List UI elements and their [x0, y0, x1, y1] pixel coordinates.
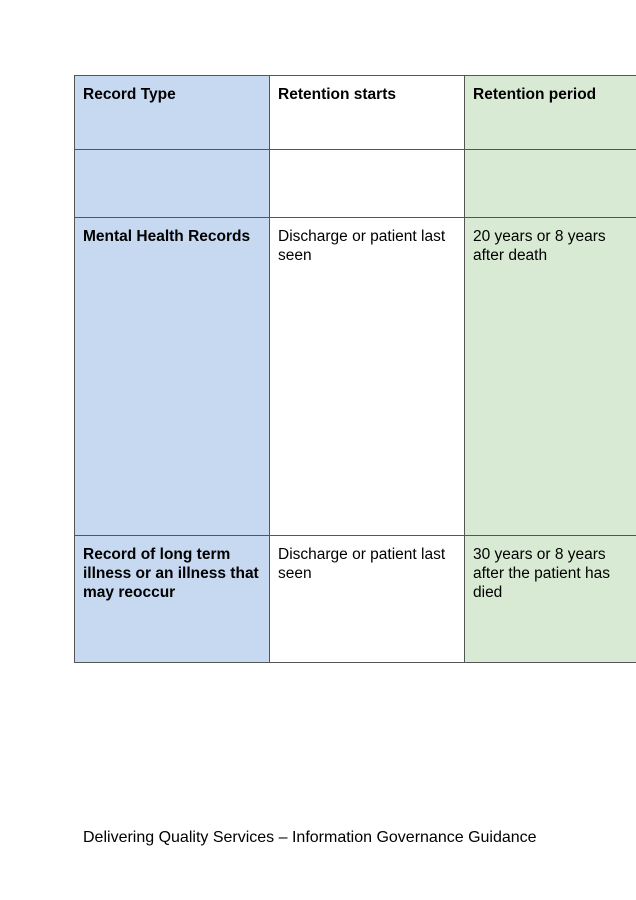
header-record-type: Record Type: [75, 76, 270, 150]
header-retention-starts: Retention starts: [270, 76, 465, 150]
table-row: [75, 218, 636, 536]
header-retention-period: Retention period: [465, 76, 636, 150]
cell-record-type: Mental Health Records: [75, 218, 270, 536]
cell-retention-period: 30 years or 8 years after the patient has died: [465, 536, 636, 663]
cell-retention-starts: [270, 150, 465, 218]
cell-retention-starts: Discharge or patient last seen: [270, 218, 465, 536]
cell-retention-period: 20 years or 8 years after death: [465, 218, 636, 536]
cell-retention-starts: Discharge or patient last seen: [270, 536, 465, 663]
table-row: [75, 536, 636, 663]
table-row: [75, 150, 636, 218]
cell-record-type: [75, 150, 270, 218]
cell-retention-period: [465, 150, 636, 218]
cell-record-type: Record of long term illness or an illness that may reoccur: [75, 536, 270, 663]
page-footer: Delivering Quality Services – Information Governance Guidance: [83, 829, 537, 846]
table-header-row: [75, 76, 636, 150]
retention-table: [74, 75, 636, 663]
